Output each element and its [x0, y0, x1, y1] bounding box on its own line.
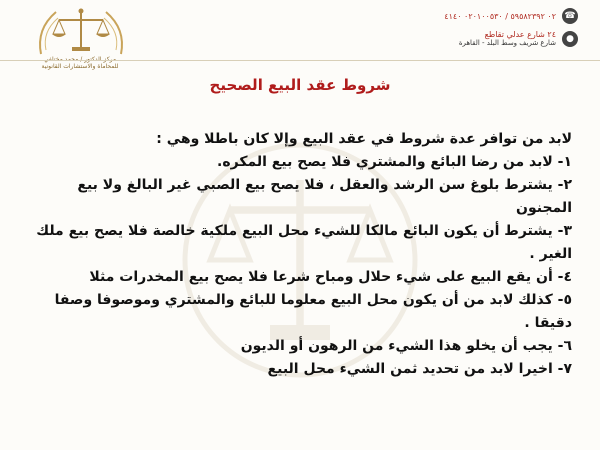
phone-icon: ☎ — [562, 8, 578, 24]
location-pin-icon: ● — [562, 31, 578, 47]
document-title: شروط عقد البيع الصحيح — [209, 76, 391, 94]
phone-row — [378, 8, 578, 24]
logo-caption: للمحاماة والاستشارات القانونية — [41, 63, 119, 70]
phone-numbers: ٠٢ ٥٩٥٨٢٣٩٢ / ٠٢٠١٠٠٥٣٠ ٤١٤٠ — [444, 11, 556, 21]
condition-item-6: ٦- يجب أن يخلو هذا الشيء من الرهون أو الديون — [240, 338, 572, 354]
header-divider — [0, 60, 600, 61]
intro-paragraph: لابد من توافر عدة شروط في عقد البيع وإلا كان باطلا وهي : — [156, 131, 572, 147]
condition-item-7: ٧- اخيرا لابد من تحديد ثمن الشيء محل البيع — [267, 361, 572, 377]
condition-item-5: ٥- كذلك لابد من أن يكون محل البيع معلوما للبائع والمشتري وموصوفا وصفا دقيقا . — [54, 292, 572, 331]
condition-item-3: ٣- يشترط أن يكون البائع مالكا للشيء محل البيع ملكية خالصة فلا يصح بيع ملك الغير . — [36, 223, 572, 262]
condition-item-4: ٤- أن يقع البيع على شيء حلال ومباح شرعا فلا يصح بيع المخدرات مثلا — [89, 269, 572, 285]
condition-item-2: ٢- يشترط بلوغ سن الرشد والعقل ، فلا يصح بيع الصبي غير البالغ ولا بيع المجنون — [77, 177, 572, 216]
address-row — [378, 30, 578, 48]
address-line-2: شارع شريف وسط البلد - القاهرة — [458, 39, 556, 47]
contact-block — [378, 8, 578, 54]
address-line-1: ٢٤ شارع عدلي تقاطع — [484, 30, 556, 39]
condition-item-1: ١- لابد من رضا البائع والمشتري فلا يصح بيع المكره. — [217, 154, 572, 170]
document-body — [20, 128, 572, 381]
